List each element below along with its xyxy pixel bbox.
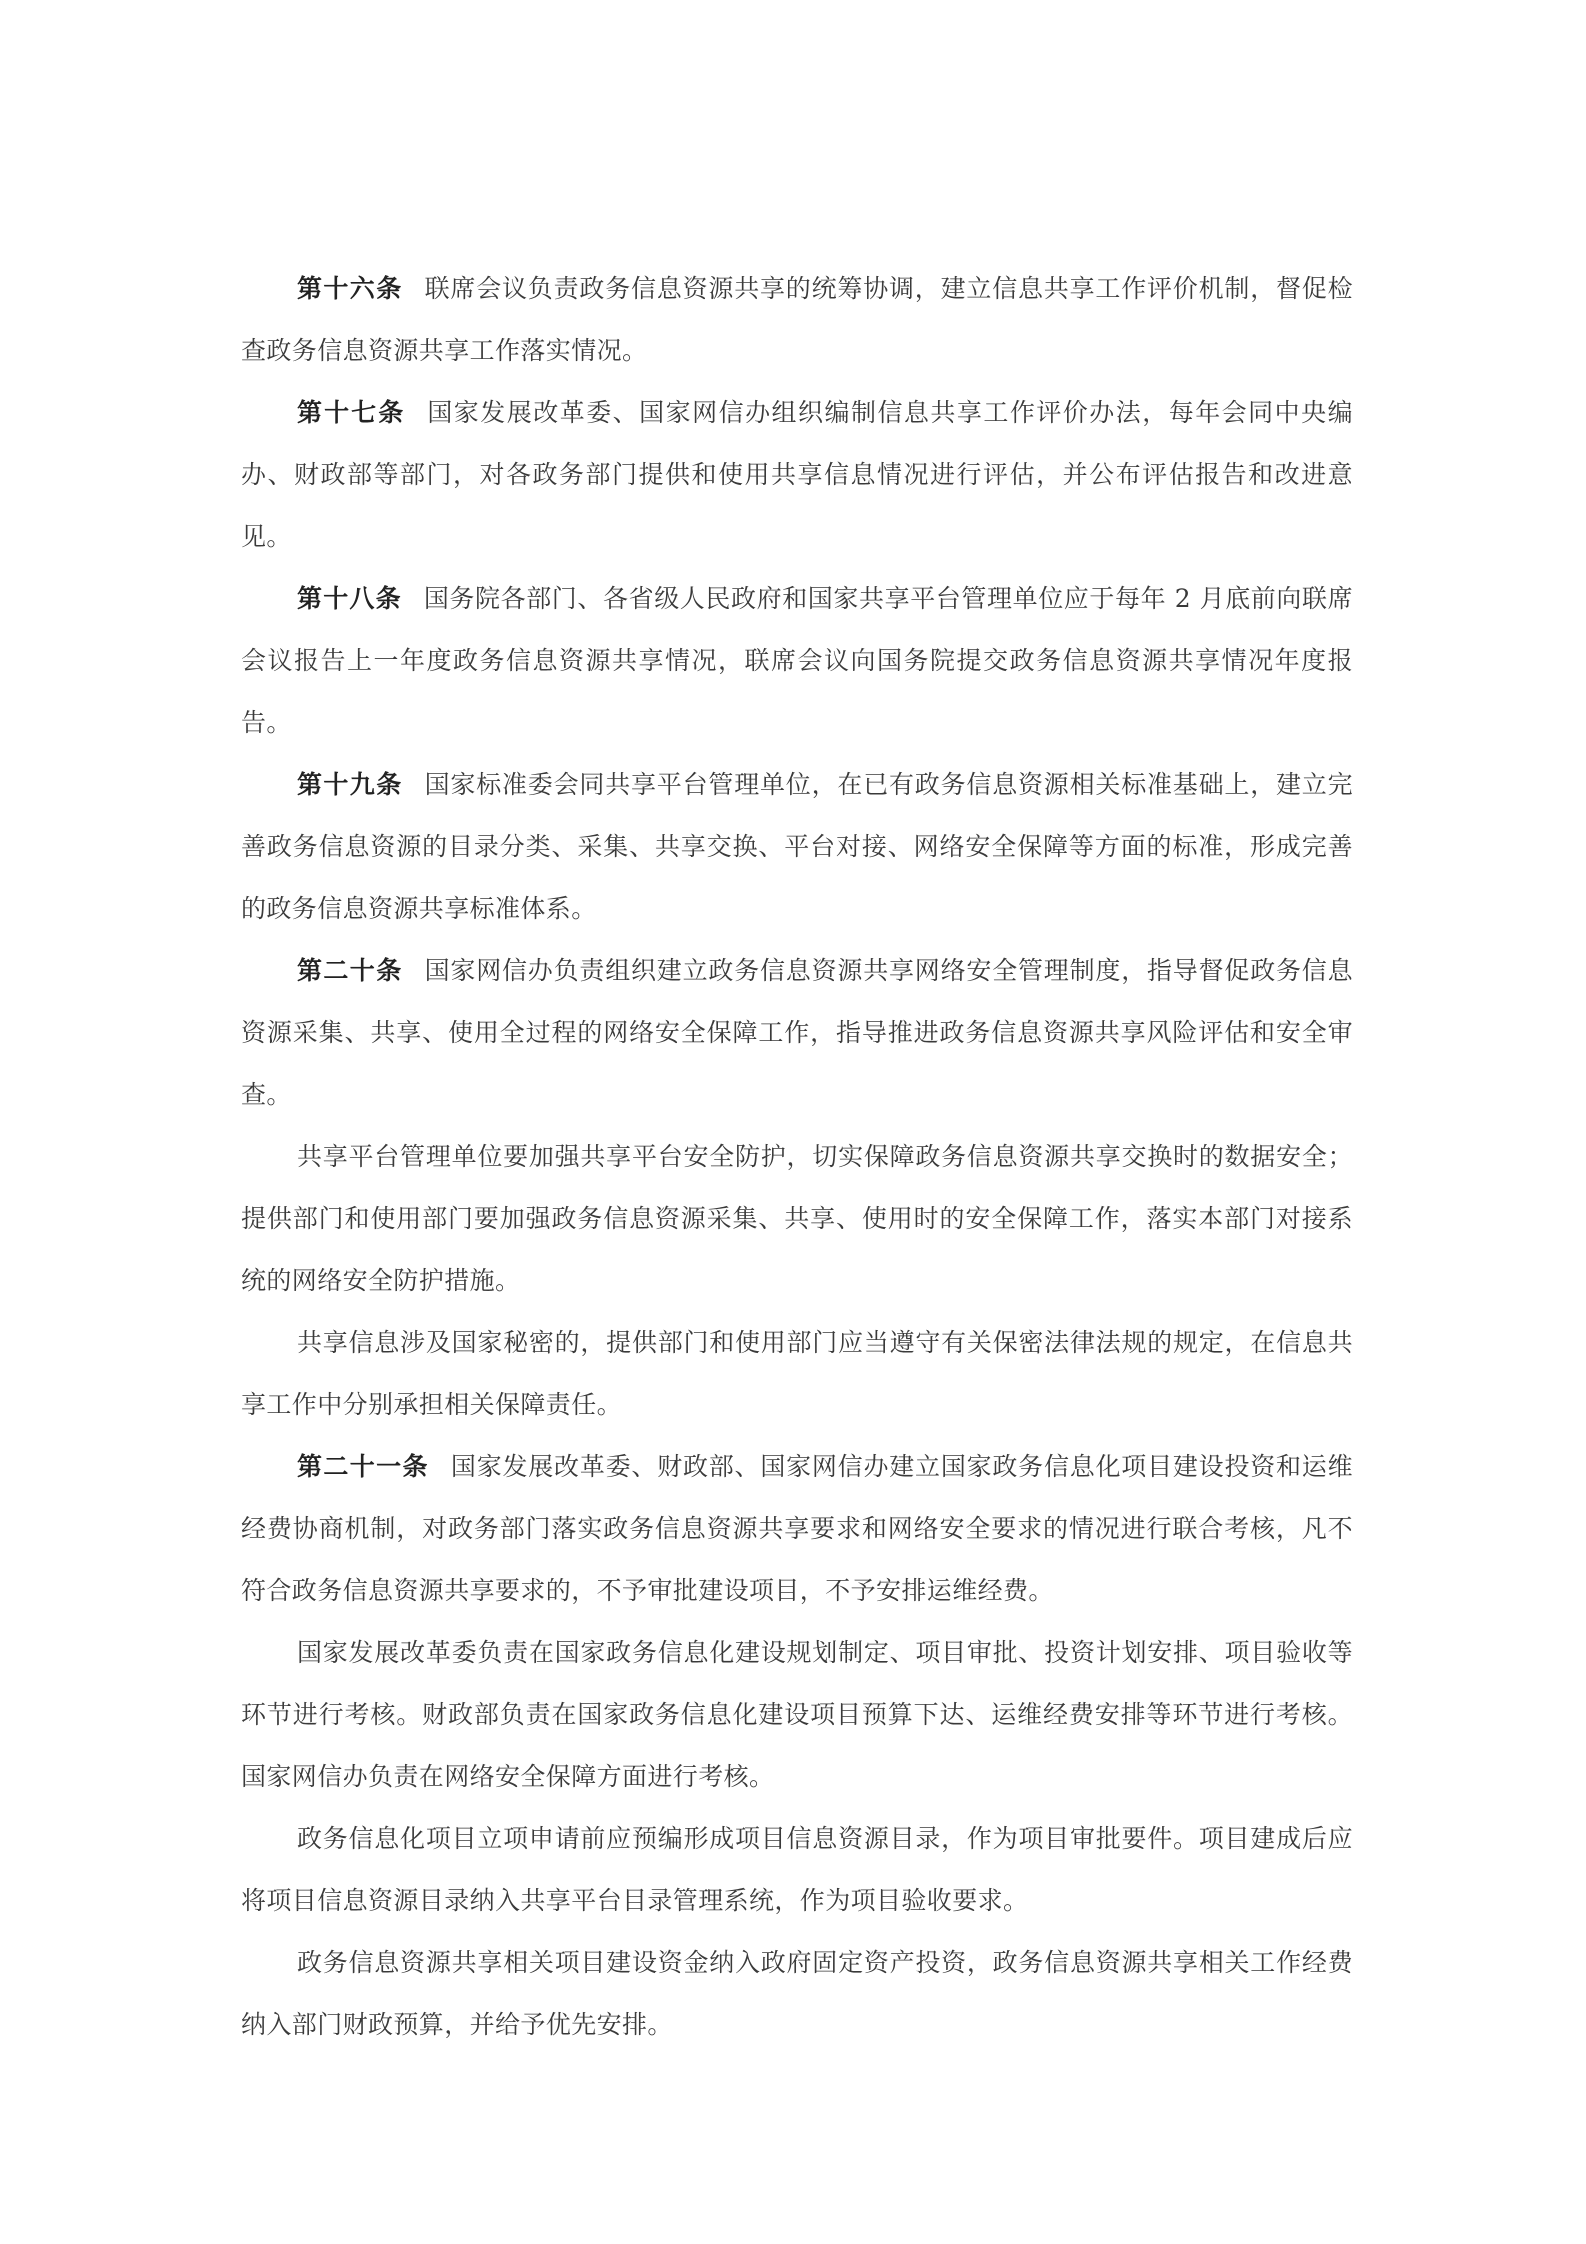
paragraph-article-16 bbox=[241, 258, 1353, 382]
paragraph-text: 政务信息化项目立项申请前应预编形成项目信息资源目录，作为项目审批要件。项目建成后应将项目信息资源目录纳入共享平台目录管理系统，作为项目验收要求。 bbox=[241, 1824, 1353, 1915]
paragraph-text: 国务院各部门、各省级人民政府和国家共享平台管理单位应于每年 2 月底前向联席会议报告上一年度政务信息资源共享情况，联席会议向国务院提交政务信息资源共享情况年度报告。 bbox=[241, 584, 1353, 737]
paragraph-article-20 bbox=[241, 940, 1353, 1126]
paragraph-article-17 bbox=[241, 382, 1353, 568]
paragraph-text: 国家发展改革委、财政部、国家网信办建立国家政务信息化项目建设投资和运维经费协商机制，对政务部门落实政务信息资源共享要求和网络安全要求的情况进行联合考核，凡不符合政务信息资源共享要求的，不予审批建设项目，不予安排运维经费。 bbox=[241, 1452, 1353, 1605]
document-page bbox=[241, 258, 1353, 2056]
article-number: 第二十一条 bbox=[297, 1452, 429, 1481]
paragraph-article-21-catalog bbox=[241, 1808, 1353, 1932]
article-number: 第二十条 bbox=[297, 956, 403, 985]
paragraph-article-21 bbox=[241, 1436, 1353, 1622]
paragraph-text: 共享信息涉及国家秘密的，提供部门和使用部门应当遵守有关保密法律法规的规定，在信息共享工作中分别承担相关保障责任。 bbox=[241, 1328, 1353, 1419]
paragraph-text: 共享平台管理单位要加强共享平台安全防护，切实保障政务信息资源共享交换时的数据安全；提供部门和使用部门要加强政务信息资源采集、共享、使用时的安全保障工作，落实本部门对接系统的网络安全防护措施。 bbox=[241, 1142, 1353, 1295]
paragraph-article-21-assessment bbox=[241, 1622, 1353, 1808]
article-number: 第十七条 bbox=[297, 398, 406, 427]
article-number: 第十九条 bbox=[297, 770, 403, 799]
paragraph-text: 联席会议负责政务信息资源共享的统筹协调，建立信息共享工作评价机制，督促检查政务信息资源共享工作落实情况。 bbox=[241, 274, 1353, 365]
paragraph-article-21-funding bbox=[241, 1932, 1353, 2056]
paragraph-article-20-platform-security bbox=[241, 1126, 1353, 1312]
paragraph-text: 政务信息资源共享相关项目建设资金纳入政府固定资产投资，政务信息资源共享相关工作经费纳入部门财政预算，并给予优先安排。 bbox=[241, 1948, 1353, 2039]
article-number: 第十八条 bbox=[297, 584, 402, 613]
paragraph-text: 国家发展改革委、国家网信办组织编制信息共享工作评价办法，每年会同中央编办、财政部等部门，对各政务部门提供和使用共享信息情况进行评估，并公布评估报告和改进意见。 bbox=[241, 398, 1353, 551]
paragraph-article-20-state-secrets bbox=[241, 1312, 1353, 1436]
article-number: 第十六条 bbox=[297, 274, 403, 303]
paragraph-text: 国家网信办负责组织建立政务信息资源共享网络安全管理制度，指导督促政务信息资源采集、共享、使用全过程的网络安全保障工作，指导推进政务信息资源共享风险评估和安全审查。 bbox=[241, 956, 1353, 1109]
paragraph-text: 国家标准委会同共享平台管理单位，在已有政务信息资源相关标准基础上，建立完善政务信息资源的目录分类、采集、共享交换、平台对接、网络安全保障等方面的标准，形成完善的政务信息资源共享标准体系。 bbox=[241, 770, 1353, 923]
paragraph-article-18 bbox=[241, 568, 1353, 754]
paragraph-article-19 bbox=[241, 754, 1353, 940]
paragraph-text: 国家发展改革委负责在国家政务信息化建设规划制定、项目审批、投资计划安排、项目验收等环节进行考核。财政部负责在国家政务信息化建设项目预算下达、运维经费安排等环节进行考核。国家网信办负责在网络安全保障方面进行考核。 bbox=[241, 1638, 1353, 1791]
